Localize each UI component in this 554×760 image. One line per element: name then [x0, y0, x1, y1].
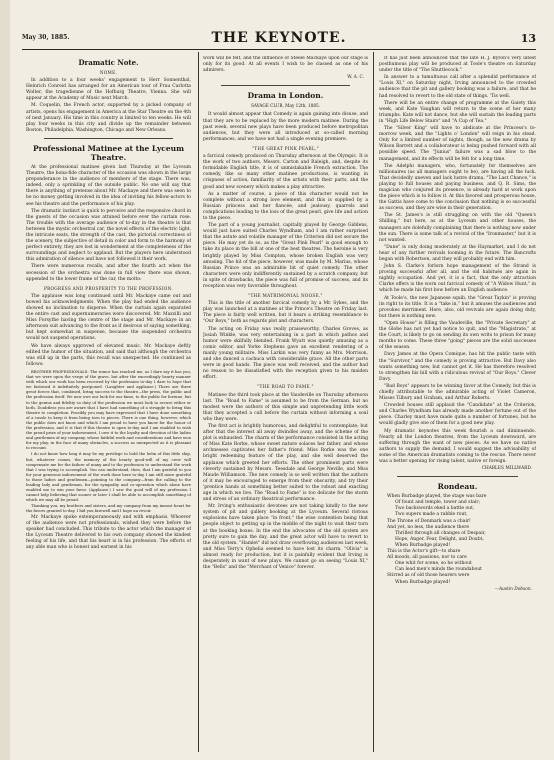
article-paragraph: There were numerous recalls, and after the fourth act when the secession of the orchestra was done in full view there was shown, appended to the lower frame of the car, the motto:	[26, 264, 191, 282]
article-paragraph: In addition to a four weeks' engagement to Herr Sonnenthal, Heinrich Conreid has arranged for an American tour of Frau Carlotta Wolter, the tragedienne of the Hofburg Theatre, Vienna. She will appear at the Academy of Music next March.	[26, 78, 191, 102]
poem-line: One whit for scene, so he without	[395, 561, 472, 567]
article-paragraph: The acting on Friday was really praiseworthy. Charles Groves, as Josiah Winkle, was very entertaining in a part in which pathos and humor were skilfully blended. Frank Wyatt was quietly amusing as a comic editor, and Yorke Stephens gave an excellent rendering of a manly young militaire. Miss Larkin was very funny as Mrs. Morrison, and she danced a cachuca with considerable grace. All the other parts were in good hands. The piece was well received, and the author had no reason to be dissatisfied with the reception given to his maiden effort.	[203, 326, 368, 381]
article-paragraph: This is the title of another farcical comedy by a Mr. Sykes, and the play was launched at a matinee at the Prince's Theatre on Friday last. The piece is fairly well written, but it bears a striking resemblance to "Our Boys," both as regards plot and characters.	[203, 301, 368, 325]
signature: CHARLES MILLWARD.	[481, 466, 532, 472]
motto: PROGRESS AND PROSPERITY TO THE PROFESSION.	[43, 285, 173, 291]
masthead-title: THE KEYNOTE.	[211, 30, 347, 46]
poem-line: When Burbadge played!	[395, 579, 451, 585]
article-paragraph: The dramatic instinct is quick to perceive and the responsive chord in the guests of the occasion was attuned before ever the curtain rose. The trouble with the average audience of to-day in the theatre is that between the mystic orchestral car, the novel effects of the electric light, the intricate seats, the strength of the cast, the pictorial correctness of the scenery, the subjective of detail in color and form to the harmony of perfect entirety, they are lost in wonderment at the completeness of the surroundings and neglect to applaud. But the players here understood this admiration of silence and have not followed it their work.	[26, 208, 191, 263]
section-heading-drama-in-london: Drama in London.	[247, 91, 324, 101]
subheading: "THE ROAD TO FAME."	[257, 384, 314, 390]
article-paragraph: Mr. Mackaye spoke extemporaneously and with emphasis. Whoever of the audience were not professionals, wished they were before the speaker had concluded. This tribute to the actor which the manager of the Lyceum Theatre delivered to his own company showed the kindest feeling of his life, and that his heart is in his profession. The efforts of any able man who is honest and earnest in his	[26, 514, 191, 551]
section-heading-dramatic-note: Dramatic Note.	[78, 58, 139, 67]
poem-line: Can lead men's minds the roundabout	[395, 567, 482, 573]
article-paragraph: At Toole's, the new Japanese squib, the "Great Taykin" is proving its right to its title. It is a "take in," but it amuses the audiences and provokes merriment. Here, also, old revivals are again doing duty, but there is nothing new.	[379, 295, 536, 319]
speech-paragraph: BROTHER PROFESSIONALS: The rumor has reached me, as I dare say it has you, that we were upon the verge of the grave, but after the exceedingly hearty manner with which our work has been received by the profession to-day I dare to hope that we fastened it indefinitely postponed. (Laughter and applause.) There are three great forces that, combined, bring success to the theatre—the press, the public and the profession itself. We now owe our luck for our fame, to the public for fortune, but to the genius and fidelity so duty of the profession we must look to secure either or both. Doubtless you are aware that I have had something of a struggle to bring this theatre to completion. Possibly you may have expressed that I have done something of a tussle to keep it from being torn to pieces. There is one thing, however, which the public does not know and which I am proud to have you know for the honor of the profession, and it is that if this theatre is open to-day and I am enabled to wish the proud prize of your indorsement, I owe it to the loyalty and devotion of the ladies and gentlemen of my company, whose faithful work and considerations and have won for my play, in the face of many obstacles, a success as unexpected as it is pleasant to recount.	[26, 368, 191, 451]
poem-line: Two backswords eked a battle out,	[395, 506, 475, 512]
signature: W. A. C.	[347, 75, 364, 81]
poem-line: This is the Actor's gift—to share	[387, 549, 461, 555]
article-paragraph: Mr. Irving's enthusiastic devotees are not taking kindly to the new system of pit and gallery booking at the Lyceum. Several riotous explosions have taken place "in front," the wise contention being that people object to getting up in the middle of the night to wait their turn at the booking boxes. In the end the advocates of the old system are pretty sure to gain the day, and the great actor will have to revert to the old system. "Hamlet" did not draw overflowing audiences last week, and Miss Terry's Ophelia seemed to have lost its charm. "Olivia" is almost ready for production, but it is painfully evident that Irving is desperately in want of new plays. We cannot go on seeing "Louis XI," the "Bells" and the "Merchant of Venice" forever.	[203, 504, 368, 571]
article-paragraph: It has just been announced that the late H. J. Byron's very latest posthumous play will be produced at Toole's theatre on Saturday under the title of "The Shuttlecock."	[379, 56, 536, 74]
poem-author: —Austin Dobson.	[494, 586, 532, 592]
article-paragraph: My dramatic keynotes this week flourish a sad diminuendo. Nearly all the London theatres, from the Lyceum downward, are suffering through the want of new pieces. As we have no native authors to supply the demand, I would suggest the advisability of some of the American dramatists coming to the rescue. There never was a better opening for rising talent, native or foreign.	[379, 428, 536, 464]
page-number: 13	[520, 32, 536, 45]
poem-line: When Burbadge played, the stage was bare	[387, 494, 487, 500]
article-paragraph: It would almost appear that Comedy is again gaining into disuse, and that they are to be replaced by the more modern matinee. During the past week, several new plays have been produced before metropolitan audiences, but they were all introduced at so-called morning performances, and we have not had a single evening premiere.	[203, 112, 368, 142]
poem-line: And yet, no less, the audience there	[387, 524, 470, 530]
dateline: SAVAGE CLUB, May 12th, 1885.	[250, 103, 321, 109]
poem-rondeau	[379, 494, 536, 585]
article-paragraph: Davy James at the Opera Comique, has hit the public taste with the "Survivor," and the comedy is proving attractive. But Davy also wants something new, but cannot get it. He has therefore resolved to strengthen his bill with a ridiculous revival of "Our Boys." Clever Davy.	[379, 352, 536, 382]
article-paragraph: Crowded houses still applaud the "Candidate" at the Criterion, and Charles Wyndham has already made another fortune out of the piece. Charley must have made quite a number of fortunes, but he would gladly give one of them for a good new play.	[379, 403, 536, 427]
article-paragraph: As a matter of course, a piece of this character would not be complete without a strong love element, and this is supplied by a Russian princess and her fiancée, and jealousy, quarrels and complications leading to the loss of the great pearl, give life and action to the piece.	[203, 191, 368, 221]
column-divider-1	[198, 52, 199, 752]
poem-line: Hope, Anger, Fear, Delight, and Doubt,	[395, 536, 484, 542]
article-paragraph: We have always approved of elevated music. Mr. Mackaye deftly edited the humor of the situation, and said that although the orchestra was still up in the parts, this recall was unexpected. He continued as follows:	[26, 343, 191, 367]
issue-date: May 30, 1885.	[22, 34, 70, 41]
section-divider	[44, 138, 173, 139]
article-paragraph: In answer to a tumultuous call after a splendid performance of "Louis XI," on Saturday night, Irving announced to the crowded audience that the pit and gallery booking was a failure, and that he had resolved to revert to the old state of things. 'Tis well.	[379, 75, 536, 99]
header-rule	[22, 49, 536, 50]
poem-line: Two supers made a rabble rout,	[395, 512, 468, 518]
poem-line: Thrilled through all changes of Despair,	[395, 530, 486, 536]
section-label: NOME.	[99, 70, 118, 75]
article-paragraph: The St. James's is still struggling on with the old "Queen's Shilling," but here, as at the Lyceum and other houses, the managers are dolefully complaining that there is nothing now under the sun. There is some talk of a revival of the "Ironmaster," but it is not wanted.	[379, 213, 536, 243]
subheading: "THE GREAT PINK PEARL,"	[252, 145, 319, 151]
column-2	[203, 56, 368, 756]
article-paragraph: "Open House" is filling the Vaudeville, the "Private Secretary" at the Globe has not yet had notice to quit, and the "Magistrate," at the Court, is likely to go on sending its own writs to prison for many months to come. These three "going" pieces are the solid successes of the season.	[379, 320, 536, 351]
poem-line: The Throne of Denmark was a chair!	[387, 518, 471, 524]
column-3	[379, 56, 536, 756]
article-paragraph: John S. Clarke's forlorn hope management of the Strand is proving successful after all, and the old habitués are again in nightly occupation. And yet, it is a fact, that the only attraction Clarke offers is the worn out farcical comedy of "A Widow Hunt," in which he made his first bow before an English audience.	[379, 264, 536, 294]
poem-line: Stirred as of old those hearers were	[387, 573, 470, 579]
column-divider-2	[373, 52, 374, 752]
poem-line: When Burbadge played!	[395, 542, 451, 548]
poem-line: Of fount and temple, tower and stair;	[395, 500, 481, 506]
article-paragraph: a farcical comedy produced on Thursday afternoon at the Olympic. It is the work of two authors, Messrs. Carton and Raleigh, and, despite its formidable English title, it is of unmistakable French extraction. The comedy, like so many other matinee productions, is wanting in crispness of action, familiarity of the artists with their parts, and the good and new scenery which makes a play attractive.	[203, 154, 368, 190]
article-paragraph: work will be felt, and the influence of Steele Mackaye upon our stage is only for its good. At all events I wish to be classed as one of his admirers.	[203, 56, 368, 74]
article-paragraph: "Bad Boys" appears to be winning favor at the Comedy, but this is chiefly attributable to the admirable acting of Violet Cameron, Misses Tilbury and Graham, and Arthur Roberts.	[379, 383, 536, 402]
speech-paragraph: Thanking you, my brothers and sisters, and my company from my inmost heart for the favors granted to-day, I bid you farewell and I hope au revoir.	[26, 503, 191, 514]
poem-title: Rondeau.	[437, 482, 478, 492]
section-heading-professional-matinee: Professional Matinee at the Lyceum Theatre.	[32, 143, 185, 162]
article-paragraph: The first act is brightly humorous, and delightful to contemplate; but after that the interest all away dwindles away, and the scheme of the plot is exhausted. The charm of the performance consisted in the acting of Miss Kate Rorke, whose sweet nature solaces her father, and whose archnesses captivates her father's friend. Miss Rorke was the one bright redeeming feature of the play, and she well deserved the applause which greeted her efforts. The other prominent parts were cleverly sustained by Messrs. Teesdale and George Neville, and Miss Maude Williamson. The new comedy is so well written that the authors of it may be encouraged to emerge from their obscurity, and try their 'prentice hands at something better suited to the robust and exacting age in which we live. The "Road to Fame" is too delicate for the storm and stress of an ordinary theatrical performance.	[203, 423, 368, 503]
section-divider	[397, 476, 518, 477]
section-divider	[221, 85, 350, 86]
article-paragraph: The "Silver King" will have to abdicate at the Princess's to-morrow week, and the "Lights o' London" will reign in his stead. Only for a limited number of nights, though, as the new drama by Wilson Barrett and a collaborateur is being pushed forward with all possible speed. The "Junius" failure was a sad blow to the management, and its effects will be felt for a long time.	[379, 126, 536, 162]
article-paragraph: The Adelphi managers, who, fortunately for themselves are millionaires (as all managers ought to be), are having all the luck. That decidedly uneven and lack lustre drama, "The Last Chance," is playing to full houses and paying business, and Q. R. Sims, the magician who conjured its presence, is already hard at work upon the piece which is to follow it. At this favored and prosperous house, the Gattis have come to the conclusion that nothing is so successful as success, and they are wise in their generation.	[379, 163, 536, 212]
speech-paragraph: I do not know how long it may be my privilege to hold the helm of this little ship, but, whatever comes, the memory of the hearty good-will of my crew will compensate me for the failure of many and to the profession to understand the work that I was trying to accomplish. You can understand, then, that I am grateful to you for your generous indorsement of the work done here to-day I am still more grateful to those ladies and gentlemen—pointing to the company—from the calling to the leading lady and gentleman, for the sympathy and co-operation which alone have enabled me to win your favor. (Applause.) I saw the good will of my profession I cannot help believing that sooner or later I shall be able to accomplish something of which we may all be proud.	[26, 451, 191, 503]
page-gutter-shadow	[0, 0, 10, 760]
article-paragraph: The part of a young journalist, capitally played by George Giddens, would just have suited Charles Wyndham, and I am rather surprised that the astute and volatile manager of the Criterion did not secure the piece. He may yet do so, as the "Great Pink Pearl" is good enough to take its place in the bill at one of the best theatres. The heroine is very brightly played by Miss Compton, whose broken English was very amusing. The hit of the piece, however, was made by M. Marius, whose Russian Prince was an admirable bit of quiet comedy. The other characters were only indifferently sustained by a scratch company, but in spite of drawbacks, the piece was full of promise of success, and its reception was very favorable throughout.	[203, 223, 368, 289]
column-1	[26, 56, 191, 756]
poem-line: All moods, all passions, nor to care	[387, 555, 467, 561]
page-header	[22, 30, 536, 48]
article-paragraph: There will be an entire change of programme at the Gaiety this week, and Kate Vaughan will return to the scene of her many triumphs. Kate will not dance, but she will sustain the leading parts in "High Life Below Stairs" and "A Cup of Tea."	[379, 100, 536, 124]
article-paragraph: At the professional matinee given last Thursday at the Lyceum Theatre, the bona-fide character of the occasion was shown in the large preponderance in the audience of members of the stage. There was, indeed, only a sprinkling of the outside public. No one will say that there is anything of pretense about Mr. Mackaye and there was seen to be no money getting involved in the idea of inviting his fellow-actors to see his theatre and the performance of his play.	[26, 164, 191, 207]
article-paragraph: Matinee the third took place at the Vaudeville on Thursday afternoon last. The "Road to Fame" is assumed to be from the German, but no modest were the authors of this simple and unpretending little work that they accepted a call before the curtain without informing a soul who they were.	[203, 392, 368, 422]
article-paragraph: "Dune" is only doing moderately at the Haymarket, and I do not hear of any further revivals looming in the future. The Bancrofts began with Robertson, and they will probably end with him.	[379, 244, 536, 262]
article-paragraph: The applause was long continued until Mr. Mackaye came out and bowed his acknowledgments. When the play had ended the audience showed no inclination to disperse. When the curtain again separated the entire cast and supernumeraries were discovered. Mr. Mazzilli and Miss Forsythe having the centre of the stage and Mr. Mackaye in an afternoon suit advancing to the front as if desirous of saying something, but kept somewhat in suspense, because the suspended orchestra would not suspend operations.	[26, 293, 191, 342]
article-paragraph: M. Coquelin, the French actor, supported by a picked company of artists, opens his engagement in America at the Star Theatre on the 4th of next January. His time in this country is limited to ten weeks. He will play four weeks in this city and divide up the remainder between Boston, Philadelphia, Washington, Chicago and New Orleans.	[26, 103, 191, 133]
subheading: "THE MATRIMONIAL NOOSE."	[248, 293, 323, 299]
